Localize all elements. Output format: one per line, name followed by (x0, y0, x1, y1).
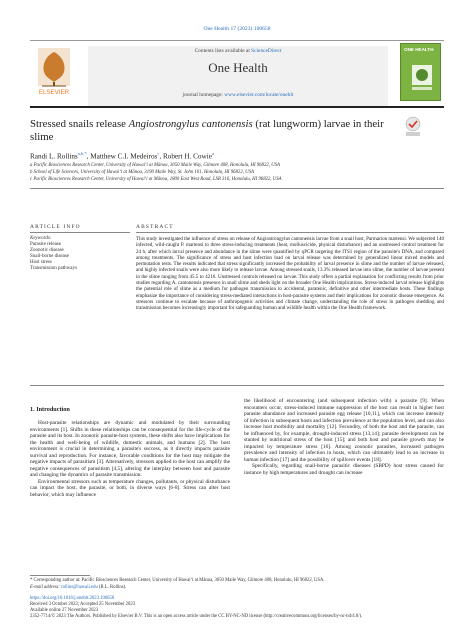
affiliation: c Pacific Biosciences Research Center, University of Hawaiʻi at Mānoa, 1800 East West Road, LSB 316, Honolulu, HI 96822, USA (30, 177, 282, 182)
intro-paragraph: Environmental stressors such as temperature changes, pollutants, or physical disturbance can impact the host, the parasite, or both, in diverse ways [6-8]. Stress can alter host behavior, which may influence (30, 478, 230, 499)
intro-paragraph: Host-parasite relationships are dynamic and modulated by their surrounding environments [1]. Shifts in these relationships can be consequential for the life-cycle of the parasite and its host. In zoonotic parasite-host systems, these shifts also have implications for the health and well-being of wildlife, domestic animals, and humans [2]. The host environment is crucial in determining a parasite's success, as it directly impacts parasite survival and reproduction. For instance, favorable conditions for the host may mitigate the negative impacts of parasitism [3]. Alternatively, stressors applied to the host can amplify the negative consequences of parasitism [4,5], altering the interplay between host and parasite and changing the dynamics of parasite transmission. (30, 420, 230, 479)
keyword[interactable]: Host stress (30, 260, 52, 265)
article-info-heading: ARTICLE INFO (30, 224, 81, 230)
author-name[interactable]: Robert H. Cowie (162, 152, 212, 161)
received-dates: Received 3 October 2023; Accepted 25 November 2023 (30, 602, 136, 607)
introduction-heading: 1. Introduction (30, 406, 70, 413)
online-date: Available online 27 November 2023 (30, 608, 99, 613)
footnote-rule (30, 575, 90, 576)
author-affil-marker[interactable]: a (211, 151, 214, 156)
abstract-heading: ABSTRACT (136, 224, 174, 230)
journal-cover-image[interactable] (400, 43, 441, 101)
intro-right-column (244, 398, 444, 477)
author-name[interactable]: Randi L. Rollins (30, 152, 78, 161)
email-label: E-mail address: (30, 585, 62, 590)
homepage-prefix: journal homepage: (182, 92, 225, 98)
corresponding-author-note: * Corresponding author at: Pacific Biosciences Research Center, University of Hawaiʻi at Mānoa, 3050 Maile Way, Gilmore 408, Honolulu, HI 96822, USA. (30, 578, 325, 583)
journal-citation[interactable]: One Health 17 (2023) 100658 (203, 26, 271, 32)
keywords-label: Keywords: (30, 236, 52, 241)
doi-link[interactable]: https://doi.org/10.1016/j.onehlt.2023.100658 (30, 596, 115, 601)
email-suffix: (R.L. Rollins). (97, 585, 127, 590)
cover-emblem-icon (409, 62, 435, 92)
homepage-line (88, 92, 388, 98)
title-part-2: (rat lungworm) larvae in their slime (30, 118, 384, 143)
sciencedirect-link[interactable]: ScienceDirect (251, 48, 282, 54)
title-species: Angiostrongylus cantonensis (128, 118, 253, 130)
intro-paragraph: Specifically, regarding snail-borne parasitic diseases (SBPD) host stress caused for instance by high temperatures and drought can increase (244, 463, 444, 477)
keyword[interactable]: Transmission pathways (30, 266, 77, 271)
keyword[interactable]: Snail-borne disease (30, 254, 70, 259)
check-for-updates-icon[interactable] (404, 116, 422, 138)
contents-prefix: Contents lists available at (194, 48, 252, 54)
author-affil-marker[interactable]: c (157, 151, 160, 156)
section-divider (30, 385, 444, 386)
keyword[interactable]: Parasite release (30, 242, 61, 247)
intro-paragraph: the likelihood of encountering (and subsequent infection with) a parasite [9]. When encounters occur, stress-induced immune suppression of the host can result in higher host parasite abundance and increased parasite egg release [10,11], which can increase intensity of infection in subsequent hosts and infection prevalence at the population level, and can also increase host morbidity and mortality [12]. Fecundity, of both the host and the parasite, can be influenced by, for example, drought-induced stress [13,14]; parasite development can be stunted by nutritional stress of the host [15]; and both host and parasite growth may be impacted by temperature stress [16]. Among zoonotic parasites, increased pathogen prevalence and intensity of infection in hosts, which can ultimately lead to an increase in human infection [17] and the possibility of spillover events [18]. (244, 398, 444, 463)
contents-line (88, 48, 388, 54)
author-affil-marker[interactable]: a,b,* (77, 151, 87, 156)
article-title (30, 118, 390, 144)
intro-left-column (30, 420, 230, 499)
homepage-link[interactable]: www.elsevier.com/locate/onehlt (224, 92, 294, 98)
author-list: Randi L. Rollins$^{a,b,*}$, Matthew C.I. Medeiros$^c$, Robert H. Cowie$^a$ (30, 151, 214, 161)
cover-title: ONE HEALTH (404, 47, 434, 52)
article-info-rule (30, 232, 130, 233)
abstract-rule (136, 232, 444, 233)
abstract-text (136, 236, 444, 312)
elsevier-wordmark: ELSEVIER (38, 89, 70, 96)
journal-title: One Health (208, 60, 268, 75)
license-notice[interactable]: 2352-7714/© 2023 The Authors. Published by Elsevier B.V. This is an open access article under the CC BY-NC-ND license (http://creativecommons.org/licenses/by-nc-nd/4.0/). (30, 614, 363, 619)
elsevier-logo[interactable] (32, 46, 76, 98)
affiliation: b School of Life Sciences, University of Hawaiʻi at Mānoa, 3190 Maile Way, St. John 101, Honolulu, HI 96822, USA (30, 170, 254, 175)
email-link[interactable]: rollins@hawaii.edu (61, 585, 98, 590)
keyword[interactable]: Zoonotic disease (30, 248, 64, 253)
affiliation: a Pacific Biosciences Research Center, University of Hawaiʻi at Mānoa, 3050 Maile Way, Gilmore 408, Honolulu, HI 96822, USA (30, 163, 280, 168)
abstract-paragraph: This study investigated the influence of stress on release of Angiostrongylus cantonensis larvae from a snail host, Parmarion martensi. We subjected 140 infected, wild-caught P. martensi to three stress-inducing treatments (heat, molluscicide, physical disturbance) and an unstressed control treatment for 24 h, after which larval presence and abundance in the slime were quantified by qPCR targeting the ITS1 region of the parasite's DNA, and compared among treatments. The significance of stress and host infection load on larval release was determined by generalized linear mixed models and permutation tests. The results indicated that stress significantly increased the probability of larval presence in slime and the number of larvae released, and highly infected snails were also more likely to release larvae. Among stressed snails, 13.3% released larvae into slime, the number of larvae present in the slime ranging from 45.5 to 4216. Unstressed controls released no larvae. This study offers a partial explanation for conflicting results from prior studies regarding A. cantonensis presence in snail slime and sheds light on the broader One Health implications. Stress-induced larval release highlights the potential role of slime as a medium for pathogen transmission to accidental, paratenic, definitive and other intermediate hosts. These findings emphasize the importance of considering stress-mediated interactions in host-parasite systems and their implications for zoonotic disease emergence. As stressors continue to escalate because of anthropogenic activities and climate change, understanding the role of stress in pathogen shedding and transmission becomes increasingly important for safeguarding human and wildlife health within the One Health framework. (136, 236, 444, 312)
title-part-1: Stressed snails release (30, 118, 129, 130)
section-divider (30, 188, 444, 189)
email-line (30, 585, 444, 591)
author-name[interactable]: Matthew C.I. Medeiros (90, 152, 158, 161)
